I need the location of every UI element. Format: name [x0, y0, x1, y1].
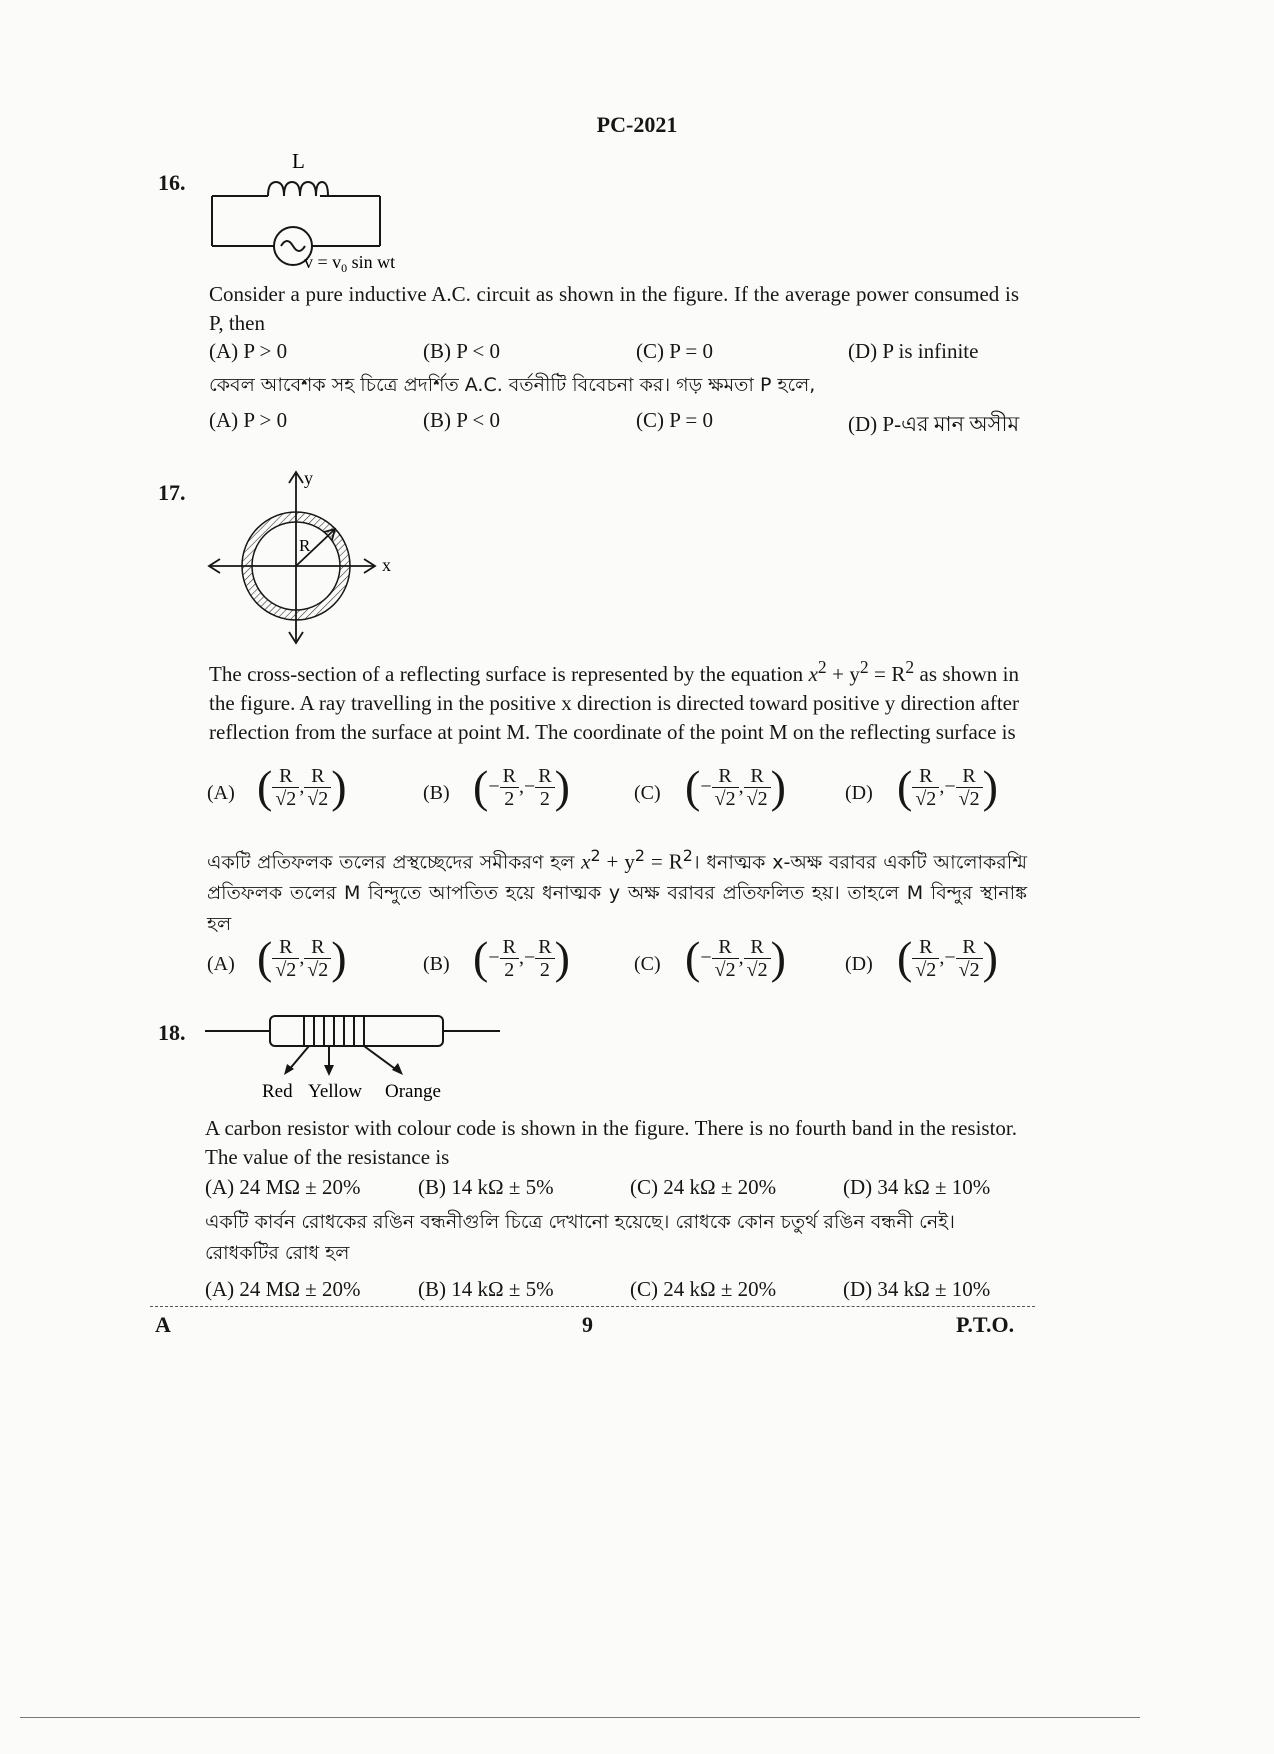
q18-text-bengali: একটি কার্বন রোধকের রঙিন বন্ধনীগুলি চিত্রে দেখানো হয়েছে। রোধকে কোন চতুর্থ রঙিন বন্ধনী নেই। রোধকটির রোধ হল [205, 1211, 955, 1264]
q17-option-b-value: (− $\frac{R}{2}$ ,− $\frac{R}{2}$ ) [473, 761, 570, 812]
q17-bn-option-b-value: (− $\frac{R}{2}$ ,− $\frac{R}{2}$ ) [473, 932, 570, 983]
q17-option-a-label: (A) [207, 782, 235, 804]
q17-bn-option-d-value: ( $\frac{R}{√2}$ ,− $\frac{R}{√2}$ ) [897, 932, 998, 983]
q17-option-d-label: (D) [845, 782, 873, 804]
q16-option-a-bn: (A) P > 0 [209, 408, 288, 432]
footer-set-code: A [155, 1312, 171, 1337]
q16-option-b-en: (B) P < 0 [423, 339, 500, 363]
q16-option-c-en: (C) P = 0 [636, 339, 713, 363]
q16-option-d-en: (D) P is infinite [848, 339, 979, 363]
q17-text-english: The cross-section of a reflecting surface is represented by the equation $x^2 + y^2 = R^2$ as shown in the figure. A ray travelling in the positive x direction is directed toward positive y direction after reflection from the surface at point M. The coordinate of the point M on the reflecting surface is [209, 657, 1020, 744]
footer-rule [150, 1306, 1035, 1307]
question-number-16: 16. [158, 170, 186, 195]
resistor-body [270, 1016, 443, 1046]
q16-option-c-bn: (C) P = 0 [636, 408, 713, 432]
x-axis-label: x [382, 555, 391, 575]
q17-options-bengali [207, 932, 1027, 997]
band-label-red: Red [262, 1081, 293, 1102]
q17-option-c-label: (C) [634, 782, 661, 804]
y-axis-label: y [304, 468, 313, 488]
q18-text-english: A carbon resistor with colour code is shown in the figure. There is no fourth band in the resistor. The value of the resistance is [205, 1116, 1017, 1169]
q17-option-c-value: (− $\frac{R}{√2}$ , $\frac{R}{√2}$ ) [685, 761, 786, 812]
q17-bn-option-a-value: ( $\frac{R}{√2}$ , $\frac{R}{√2}$ ) [257, 932, 347, 983]
q17-bn-option-a-label: (A) [207, 953, 235, 975]
page-number: 9 [582, 1312, 593, 1337]
q18-option-b-en: (B) 14 kΩ ± 5% [418, 1175, 554, 1199]
circle-reflector-figure [200, 462, 410, 652]
lc-circuit-figure [200, 148, 440, 276]
q17-bn-option-c-label: (C) [634, 953, 661, 975]
question-number-18: 18. [158, 1020, 186, 1045]
q16-option-d-bn: (D) P-এর মান অসীম [848, 412, 1020, 436]
q18-option-d-en: (D) 34 kΩ ± 10% [843, 1175, 991, 1199]
q16-option-a-en: (A) P > 0 [209, 339, 288, 363]
q17-option-b-label: (B) [423, 782, 450, 804]
q17-bn-option-b-label: (B) [423, 953, 450, 975]
q17-option-a-value: ( $\frac{R}{√2}$ , $\frac{R}{√2}$ ) [257, 761, 347, 812]
q18-option-c-bn: (C) 24 kΩ ± 20% [630, 1277, 777, 1301]
q18-option-a-bn: (A) 24 MΩ ± 20% [205, 1277, 361, 1301]
q16-text-bengali: কেবল আবেশক সহ চিত্রে প্রদর্শিত A.C. বর্তনীটি বিবেচনা কর। গড় ক্ষমতা P হলে, [209, 374, 816, 396]
resistor-figure [200, 1006, 520, 1106]
radius-label: R [299, 536, 311, 555]
arrow-yellow-icon [324, 1065, 334, 1076]
footer-pto: P.T.O. [956, 1312, 1015, 1337]
q17-bn-option-c-value: (− $\frac{R}{√2}$ , $\frac{R}{√2}$ ) [685, 932, 786, 983]
arrow-orange-icon [392, 1063, 403, 1075]
q17-options-english [207, 761, 1027, 826]
q17-bn-option-d-label: (D) [845, 953, 873, 975]
scan-bottom-edge [20, 1717, 1140, 1718]
q17-option-d-value: ( $\frac{R}{√2}$ ,− $\frac{R}{√2}$ ) [897, 761, 998, 812]
paper-code: PC-2021 [596, 112, 678, 137]
q18-option-d-bn: (D) 34 kΩ ± 10% [843, 1277, 991, 1301]
q18-option-b-bn: (B) 14 kΩ ± 5% [418, 1277, 554, 1301]
q18-option-a-en: (A) 24 MΩ ± 20% [205, 1175, 361, 1199]
q16-option-b-bn: (B) P < 0 [423, 408, 500, 432]
q16-text-english: Consider a pure inductive A.C. circuit as shown in the figure. If the average power consumed is P, then [209, 282, 1019, 335]
inductor-label: L [292, 149, 305, 173]
q17-text-bengali: একটি প্রতিফলক তলের প্রস্থচ্ছেদের সমীকরণ হল $x^2 + y^2$ = $R^2।$ ধনাত্মক x-অক্ষ বরাবর একটি আলোকরশ্মি প্রতিফলক তলের M বিন্দুতে আপতিত হয়ে ধনাত্মক y অক্ষ বরাবর প্রতিফলিত হয়। তাহলে M বিন্দুর স্থানাঙ্ক হল [207, 846, 1027, 936]
question-number-17: 17. [158, 480, 186, 505]
inductor-coil [268, 182, 328, 196]
source-label: $v = v_0$ sin wt [304, 252, 396, 275]
q18-option-c-en: (C) 24 kΩ ± 20% [630, 1175, 777, 1199]
band-label-yellow: Yellow [308, 1081, 363, 1102]
band-label-orange: Orange [385, 1081, 441, 1102]
